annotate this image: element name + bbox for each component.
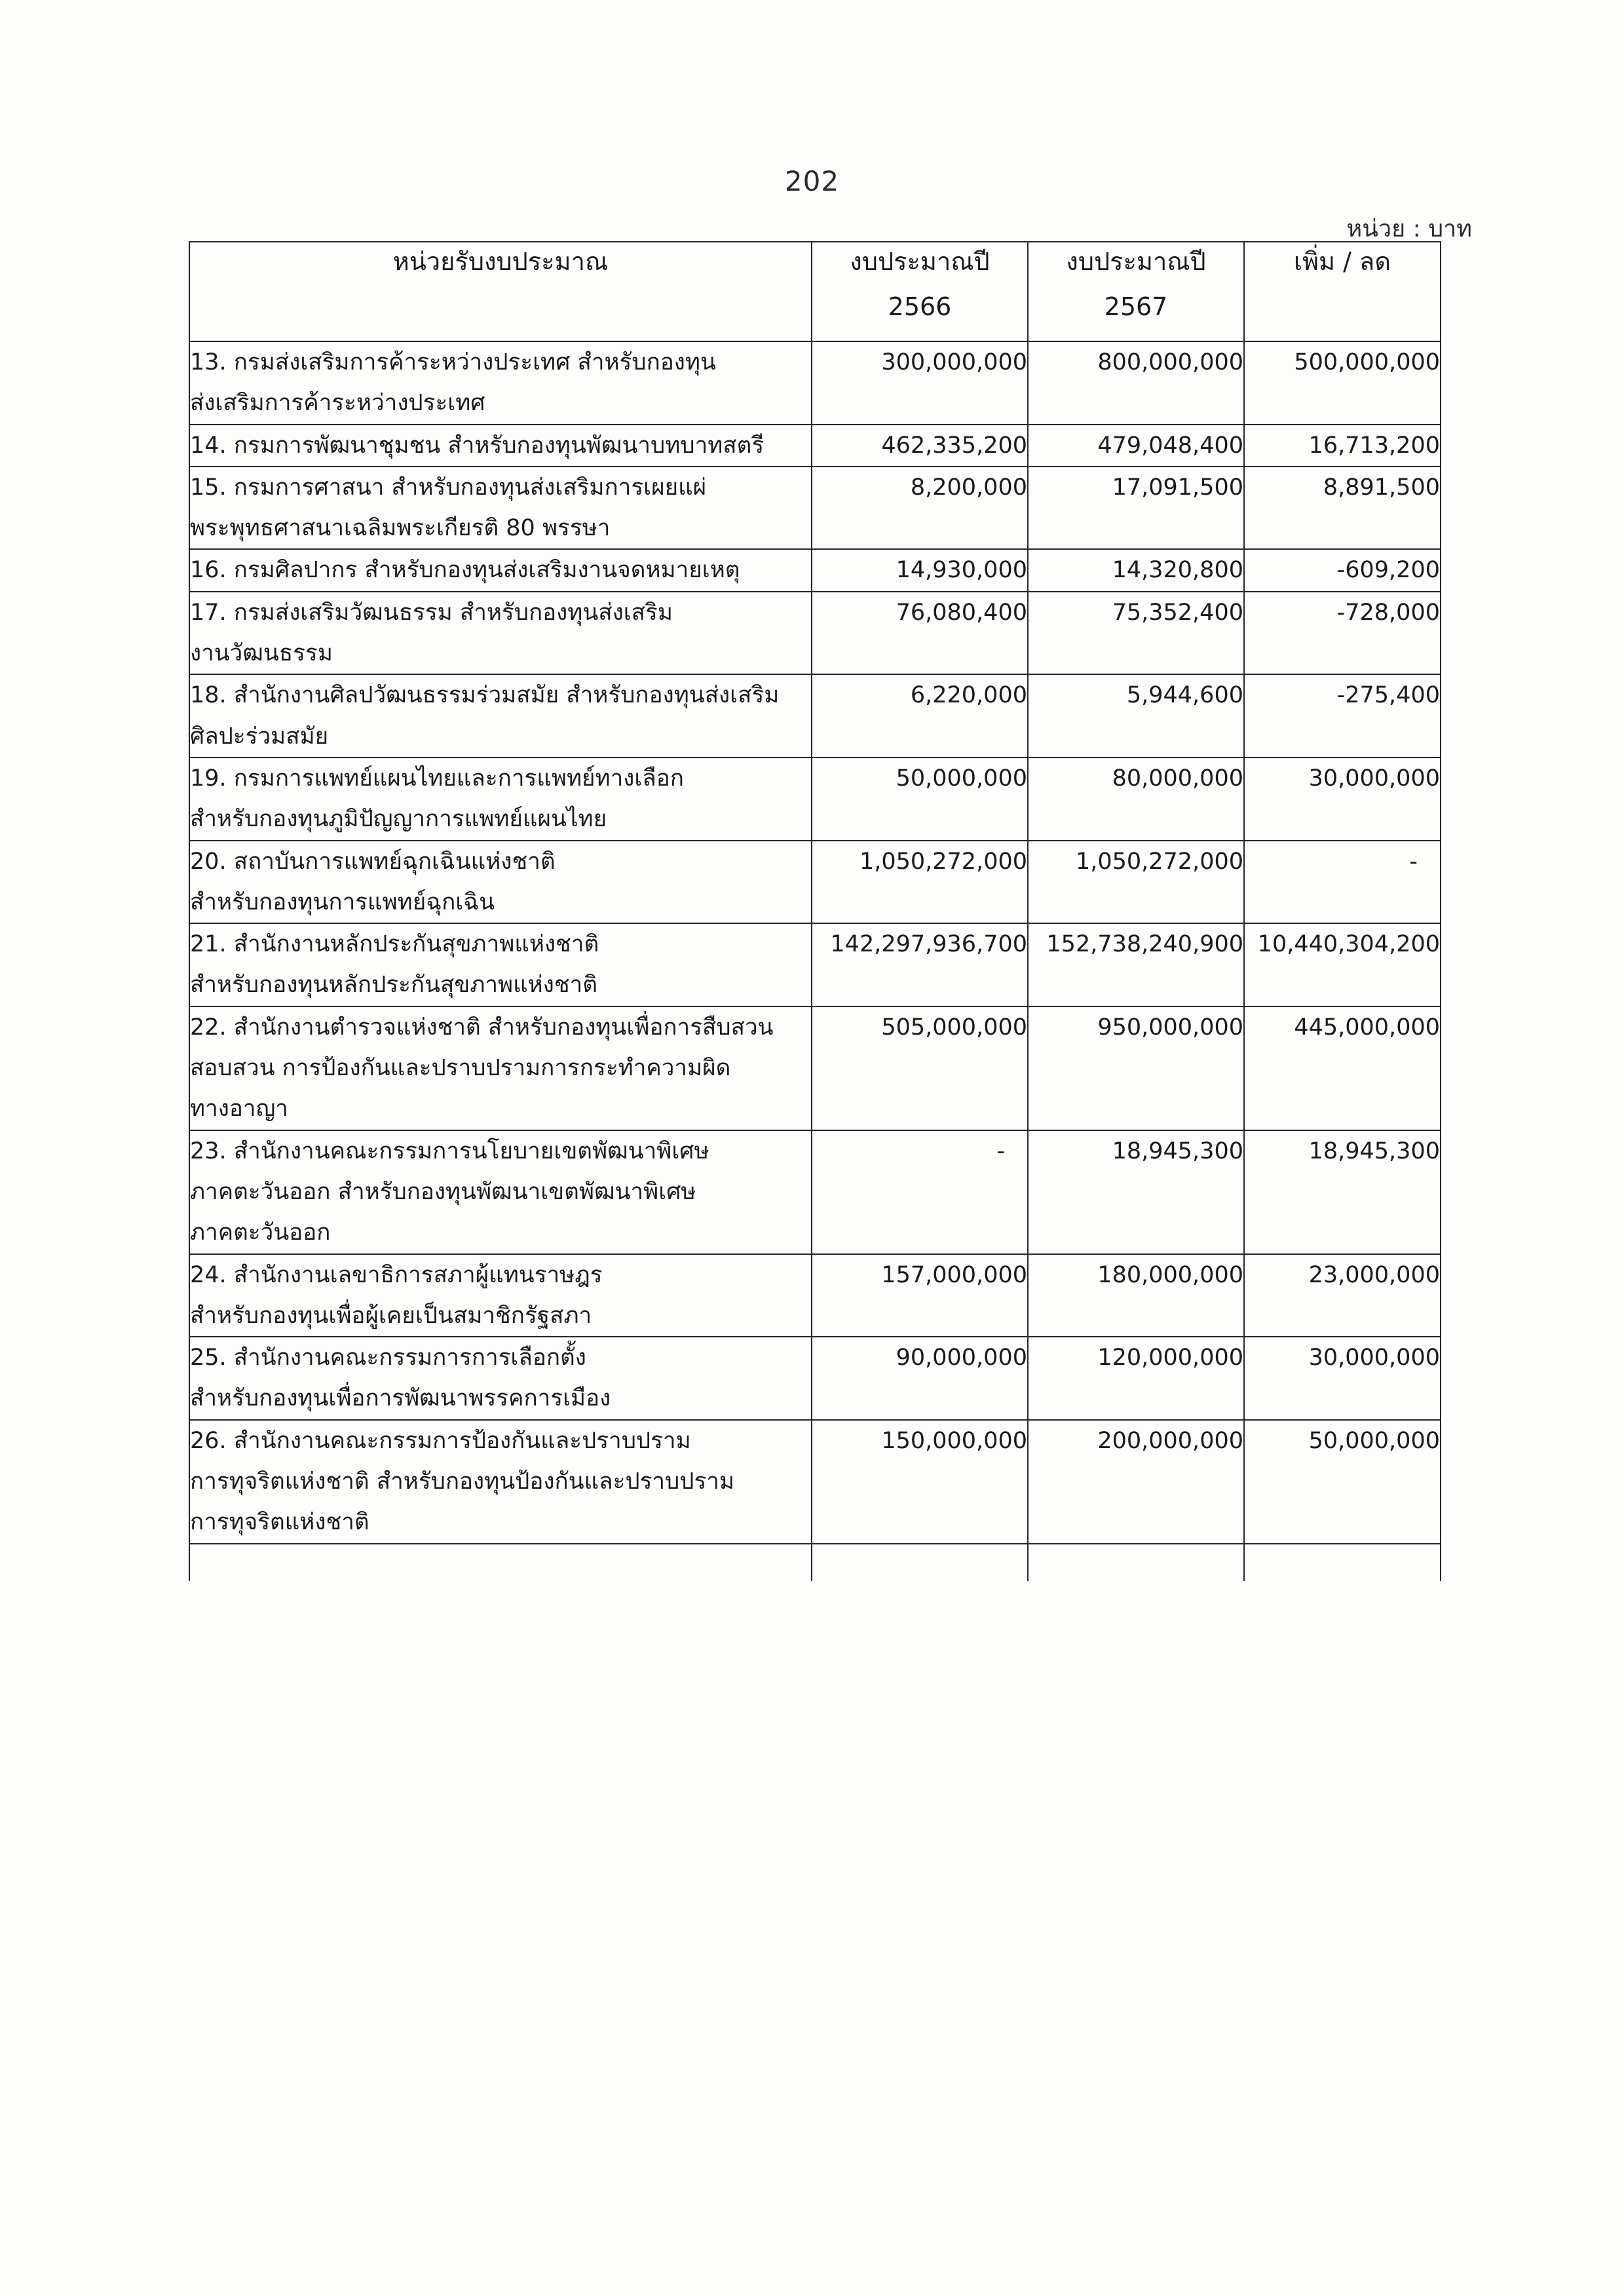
row-unit-name-line: 14. กรมการพัฒนาชุมชน สำหรับกองทุนพัฒนาบทบาทสตรี — [190, 432, 765, 459]
column-header-unit: หน่วยรับงบประมาณ — [189, 242, 812, 341]
row-unit-name-line: การทุจริตแห่งชาติ — [190, 1509, 369, 1536]
row-unit-name — [189, 1337, 812, 1420]
row-unit-name-line: การทุจริตแห่งชาติ สำหรับกองทุนป้องกันและปราบปราม — [190, 1468, 735, 1495]
row-value-2567: 18,945,300 — [1028, 1130, 1244, 1254]
column-header-year-2566-line2: 2566 — [888, 292, 952, 321]
column-header-year-2566 — [812, 242, 1028, 341]
row-value-difference: 30,000,000 — [1244, 757, 1441, 841]
row-unit-name — [189, 1006, 812, 1130]
row-value-2566: 8,200,000 — [812, 467, 1028, 550]
row-unit-name-line: ทางอาญา — [190, 1096, 288, 1122]
row-unit-name-line: 22. สำนักงานตำรวจแห่งชาติ สำหรับกองทุนเพื่อการสืบสวน — [190, 1014, 774, 1041]
row-value-difference: 500,000,000 — [1244, 341, 1441, 425]
row-value-difference: 8,891,500 — [1244, 467, 1441, 550]
row-unit-name — [189, 674, 812, 757]
budget-table — [189, 241, 1441, 1581]
row-value-difference: 16,713,200 — [1244, 425, 1441, 467]
row-unit-name — [189, 923, 812, 1006]
row-value-2566: - — [812, 1130, 1028, 1254]
row-unit-name — [189, 425, 812, 467]
row-value-difference: 30,000,000 — [1244, 1337, 1441, 1420]
row-unit-name-line: ศิลปะร่วมสมัย — [190, 723, 329, 750]
row-value-difference: -728,000 — [1244, 592, 1441, 675]
row-unit-name-line: สำหรับกองทุนการแพทย์ฉุกเฉิน — [190, 889, 495, 915]
table-row — [189, 923, 1441, 1006]
table-row — [189, 1337, 1441, 1420]
row-value-difference: 18,945,300 — [1244, 1130, 1441, 1254]
row-value-difference: 50,000,000 — [1244, 1420, 1441, 1544]
table-row — [189, 1130, 1441, 1254]
row-unit-name-line: 18. สำนักงานศิลปวัฒนธรรมร่วมสมัย สำหรับกองทุนส่งเสริม — [190, 682, 780, 709]
row-value-2566: 76,080,400 — [812, 592, 1028, 675]
row-value-2566: 14,930,000 — [812, 549, 1028, 591]
column-header-difference: เพิ่ม / ลด — [1244, 242, 1441, 341]
column-header-year-2567-line1: งบประมาณปี — [1066, 247, 1206, 276]
row-unit-name-line: 25. สำนักงานคณะกรรมการการเลือกตั้ง — [190, 1345, 586, 1371]
row-value-difference: -609,200 — [1244, 549, 1441, 591]
row-unit-name — [189, 592, 812, 675]
column-header-year-2566-line1: งบประมาณปี — [850, 247, 990, 276]
page-number: 202 — [784, 165, 840, 197]
row-value-2567: 479,048,400 — [1028, 425, 1244, 467]
table-row — [189, 341, 1441, 425]
row-unit-name-line: 20. สถาบันการแพทย์ฉุกเฉินแห่งชาติ — [190, 848, 556, 875]
row-value-2567: 152,738,240,900 — [1028, 923, 1244, 1006]
table-row — [189, 1420, 1441, 1544]
table-body — [189, 341, 1441, 1581]
row-unit-name-line: 15. กรมการศาสนา สำหรับกองทุนส่งเสริมการเผยแผ่ — [190, 474, 707, 501]
row-value-2566: 90,000,000 — [812, 1337, 1028, 1420]
table-bottom-spacer-cell — [1028, 1544, 1244, 1581]
row-value-2567: 800,000,000 — [1028, 341, 1244, 425]
row-unit-name — [189, 757, 812, 841]
row-unit-name — [189, 1130, 812, 1254]
table-bottom-spacer-cell — [1244, 1544, 1441, 1581]
row-unit-name-line: ส่งเสริมการค้าระหว่างประเทศ — [190, 390, 485, 417]
row-unit-name-line: 17. กรมส่งเสริมวัฒนธรรม สำหรับกองทุนส่งเสริม — [190, 599, 673, 626]
row-unit-name-line: 13. กรมส่งเสริมการค้าระหว่างประเทศ สำหรับกองทุน — [190, 349, 716, 375]
row-value-2567: 5,944,600 — [1028, 674, 1244, 757]
row-unit-name-line: 21. สำนักงานหลักประกันสุขภาพแห่งชาติ — [190, 931, 599, 958]
row-value-2566: 142,297,936,700 — [812, 923, 1028, 1006]
row-unit-name — [189, 1420, 812, 1544]
row-value-2566: 6,220,000 — [812, 674, 1028, 757]
row-unit-name-line: สำหรับกองทุนเพื่อการพัฒนาพรรคการเมือง — [190, 1385, 611, 1412]
unit-label: หน่วย : บาท — [1346, 216, 1472, 242]
row-value-2566: 50,000,000 — [812, 757, 1028, 841]
row-unit-name-line: สำหรับกองทุนภูมิปัญญาการแพทย์แผนไทย — [190, 806, 607, 833]
row-unit-name-line: ภาคตะวันออก — [190, 1219, 331, 1246]
row-value-2567: 120,000,000 — [1028, 1337, 1244, 1420]
row-unit-name-line: พระพุทธศาสนาเฉลิมพระเกียรติ 80 พรรษา — [190, 515, 611, 542]
column-header-year-2567 — [1028, 242, 1244, 341]
table-row — [189, 1006, 1441, 1130]
row-unit-name-line: 16. กรมศิลปากร สำหรับกองทุนส่งเสริมงานจดหมายเหตุ — [190, 557, 740, 584]
row-value-2567: 1,050,272,000 — [1028, 841, 1244, 924]
table-bottom-spacer-cell — [812, 1544, 1028, 1581]
row-unit-name-line: สำหรับกองทุนหลักประกันสุขภาพแห่งชาติ — [190, 972, 597, 999]
row-unit-name-line: 24. สำนักงานเลขาธิการสภาผู้แทนราษฎร — [190, 1261, 603, 1288]
table-row — [189, 425, 1441, 467]
row-unit-name — [189, 841, 812, 924]
row-value-2567: 180,000,000 — [1028, 1254, 1244, 1337]
row-value-2566: 150,000,000 — [812, 1420, 1028, 1544]
row-value-2566: 505,000,000 — [812, 1006, 1028, 1130]
table-row — [189, 674, 1441, 757]
row-value-2567: 17,091,500 — [1028, 467, 1244, 550]
row-unit-name-line: งานวัฒนธรรม — [190, 640, 333, 667]
row-value-difference: 445,000,000 — [1244, 1006, 1441, 1130]
table-row — [189, 549, 1441, 591]
table-row — [189, 841, 1441, 924]
row-value-difference: 23,000,000 — [1244, 1254, 1441, 1337]
row-unit-name — [189, 341, 812, 425]
budget-table-container — [189, 241, 1440, 1581]
column-header-year-2567-line2: 2567 — [1104, 292, 1168, 321]
table-bottom-spacer — [189, 1544, 1441, 1581]
header-row — [189, 242, 1441, 341]
row-value-2566: 462,335,200 — [812, 425, 1028, 467]
row-unit-name — [189, 467, 812, 550]
row-unit-name-line: 23. สำนักงานคณะกรรมการนโยบายเขตพัฒนาพิเศษ — [190, 1138, 709, 1164]
row-value-2566: 1,050,272,000 — [812, 841, 1028, 924]
row-unit-name-line: สำหรับกองทุนเพื่อผู้เคยเป็นสมาชิกรัฐสภา — [190, 1302, 592, 1329]
row-value-difference: - — [1244, 841, 1441, 924]
row-value-difference: 10,440,304,200 — [1244, 923, 1441, 1006]
row-value-2567: 75,352,400 — [1028, 592, 1244, 675]
table-row — [189, 1254, 1441, 1337]
row-unit-name-line: 19. กรมการแพทย์แผนไทยและการแพทย์ทางเลือก — [190, 765, 684, 792]
row-value-2566: 157,000,000 — [812, 1254, 1028, 1337]
row-value-2567: 200,000,000 — [1028, 1420, 1244, 1544]
row-value-2567: 950,000,000 — [1028, 1006, 1244, 1130]
row-unit-name — [189, 1254, 812, 1337]
row-unit-name — [189, 549, 812, 591]
row-value-2567: 14,320,800 — [1028, 549, 1244, 591]
row-value-2567: 80,000,000 — [1028, 757, 1244, 841]
table-header — [189, 242, 1441, 341]
row-unit-name-line: สอบสวน การป้องกันและปราบปรามการกระทำความผิด — [190, 1055, 731, 1082]
table-row — [189, 467, 1441, 550]
row-unit-name-line: ภาคตะวันออก สำหรับกองทุนพัฒนาเขตพัฒนาพิเศษ — [190, 1178, 696, 1205]
table-row — [189, 592, 1441, 675]
row-unit-name-line: 26. สำนักงานคณะกรรมการป้องกันและปราบปราม — [190, 1427, 691, 1454]
table-row — [189, 757, 1441, 841]
row-value-difference: -275,400 — [1244, 674, 1441, 757]
table-bottom-spacer-cell — [189, 1544, 812, 1581]
row-value-2566: 300,000,000 — [812, 341, 1028, 425]
